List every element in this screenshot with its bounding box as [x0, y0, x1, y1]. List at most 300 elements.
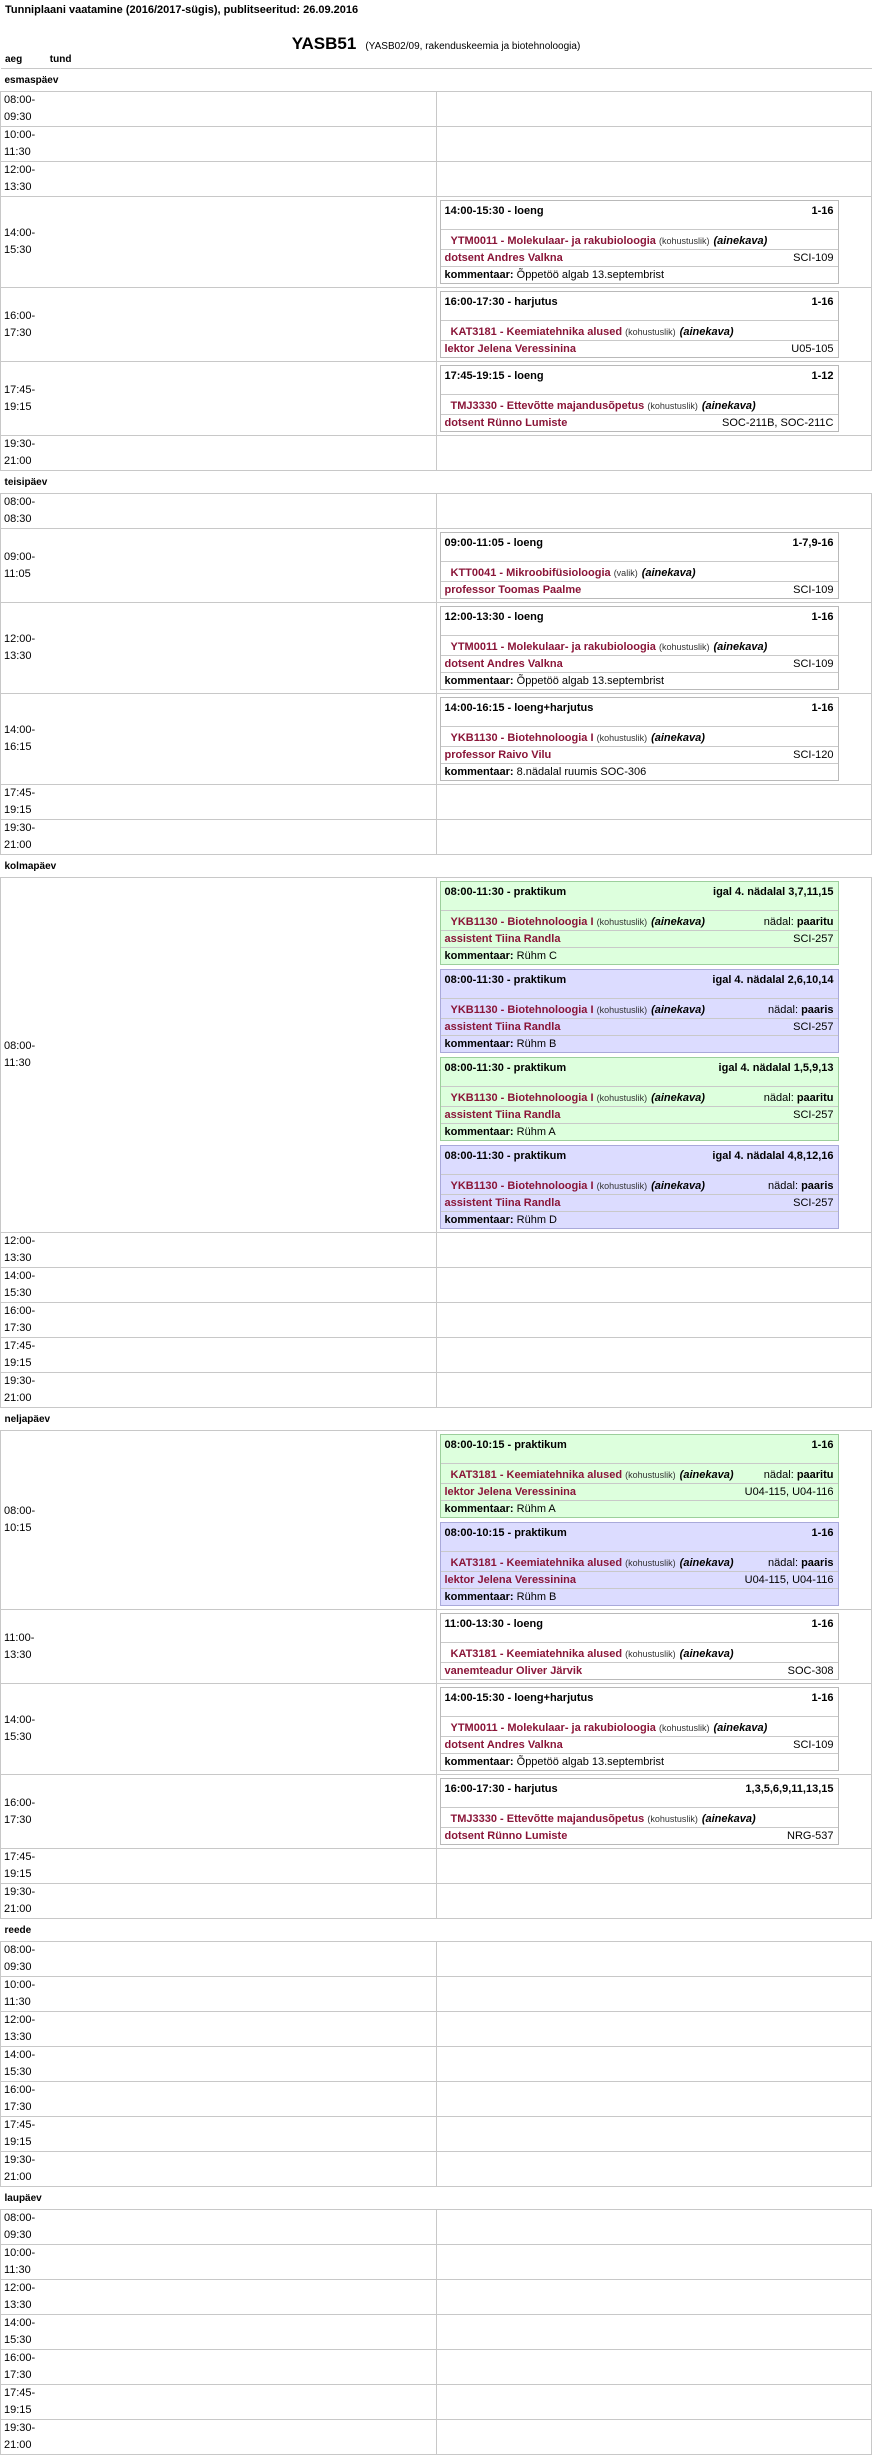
- slot-content: [436, 2245, 872, 2280]
- slot-time: 19:30- 21:00: [1, 1884, 437, 1919]
- comment-label: kommentaar:: [444, 675, 514, 687]
- lesson-card: [440, 1057, 839, 1141]
- slot-content: [436, 2047, 872, 2082]
- time-slot-row: [1, 2315, 872, 2350]
- slot-time: 17:45- 19:15: [1, 2117, 437, 2152]
- slot-content: [436, 2082, 872, 2117]
- course-name-link[interactable]: KAT3181 - Keemiatehnika alused: [450, 326, 626, 338]
- slot-time: 08:00- 08:30: [1, 494, 437, 529]
- course-name-link[interactable]: TMJ3330 - Ettevõtte majandusõpetus: [450, 400, 648, 412]
- time-slot-row: [1, 2117, 872, 2152]
- course-name-link[interactable]: YKB1130 - Biotehnoloogia I: [450, 732, 597, 744]
- lesson-course: [441, 727, 838, 747]
- lesson-course: [441, 1087, 838, 1107]
- lesson-header: [441, 970, 838, 999]
- teacher-name: assistent Tiina Randla: [444, 1197, 561, 1209]
- course-info: [451, 1722, 768, 1734]
- slot-time: 08:00- 09:30: [1, 2210, 437, 2245]
- page-header: Tunniplaani vaatamine (2016/2017-sügis), publitseeritud: 26.09.2016: [5, 4, 359, 16]
- course-type: (kohustuslik): [596, 1005, 648, 1015]
- lesson-course: [441, 230, 838, 250]
- slot-time: 19:30- 21:00: [1, 2420, 437, 2455]
- room: SCI-109: [793, 658, 834, 670]
- teacher-name: dotsent Andres Valkna: [444, 658, 563, 670]
- room: U05-105: [791, 343, 834, 355]
- day-name: neljapäev: [1, 1408, 872, 1431]
- lesson-course: [441, 1643, 838, 1663]
- time-slot-row: [1, 2245, 872, 2280]
- course-info: [451, 326, 734, 338]
- teacher-name: dotsent Andres Valkna: [444, 252, 563, 264]
- lesson-card: [440, 881, 839, 965]
- course-plan-link[interactable]: (ainekava): [701, 400, 756, 412]
- slot-time: 16:00- 17:30: [1, 288, 437, 362]
- time-slot-row: [1, 92, 872, 127]
- lesson-cards: [440, 532, 869, 599]
- slot-time: 08:00- 10:15: [1, 1431, 437, 1610]
- lesson-cards: [440, 1613, 869, 1680]
- time-slot-row: [1, 2082, 872, 2117]
- course-plan-link[interactable]: (ainekava): [651, 1092, 705, 1104]
- lesson-teacher-row: [441, 656, 838, 673]
- lesson-header: [441, 1146, 838, 1175]
- lesson-course: [441, 911, 838, 931]
- lesson-header: [441, 366, 838, 395]
- lesson-comment: [441, 764, 838, 780]
- week-parity: nädal: paaritu: [763, 1469, 834, 1481]
- lesson-cards: [440, 1434, 869, 1606]
- slot-time: 14:00- 15:30: [1, 2315, 437, 2350]
- time-slot-row: [1, 1610, 872, 1684]
- lesson-teacher-row: [441, 1107, 838, 1124]
- lesson-teacher-row: [441, 341, 838, 357]
- slot-content: [436, 362, 872, 436]
- lesson-header: [441, 882, 838, 911]
- week-parity-value: paaritu: [796, 916, 834, 928]
- room: SCI-257: [793, 933, 834, 945]
- slot-content: [436, 2280, 872, 2315]
- course-type: (kohustuslik): [647, 1814, 698, 1824]
- slot-time: 17:45- 19:15: [1, 2385, 437, 2420]
- lesson-card: [440, 1687, 839, 1771]
- time-slot-row: [1, 2152, 872, 2187]
- course-name-link[interactable]: YKB1130 - Biotehnoloogia I: [450, 1092, 597, 1104]
- lesson-time-type: 16:00-17:30 - harjutus: [444, 1783, 558, 1795]
- lesson-header: [441, 1523, 838, 1552]
- lesson-weeks: 1-16: [811, 611, 834, 623]
- lesson-header: [441, 201, 838, 230]
- slot-time: 12:00- 13:30: [1, 603, 437, 694]
- time-slot-row: [1, 2210, 872, 2245]
- course-type: (kohustuslik): [625, 1649, 676, 1659]
- lesson-weeks: 1-16: [811, 1527, 834, 1539]
- course-name-link[interactable]: KAT3181 - Keemiatehnika alused: [450, 1557, 626, 1569]
- lesson-weeks: 1,3,5,6,9,11,13,15: [745, 1783, 834, 1795]
- day-row: [1, 855, 872, 878]
- course-plan-link[interactable]: (ainekava): [679, 1557, 734, 1569]
- lesson-card: [440, 969, 839, 1053]
- day-name: esmaspäev: [1, 69, 872, 92]
- lesson-cards: [440, 606, 869, 690]
- course-plan-link[interactable]: (ainekava): [679, 326, 734, 338]
- course-plan-link[interactable]: (ainekava): [713, 1722, 768, 1734]
- lesson-card: [440, 532, 839, 599]
- lesson-header: [441, 292, 838, 321]
- teacher-name: dotsent Andres Valkna: [444, 1739, 563, 1751]
- lesson-header: [441, 607, 838, 636]
- lesson-header: [441, 1435, 838, 1464]
- comment-label: kommentaar:: [444, 1038, 514, 1050]
- lesson-course: [441, 999, 838, 1019]
- room: SCI-109: [793, 252, 834, 264]
- lesson-teacher-row: [441, 931, 838, 948]
- lesson-course: [441, 1552, 838, 1572]
- slot-time: 14:00- 15:30: [1, 2047, 437, 2082]
- slot-content: [436, 785, 872, 820]
- slot-content: [436, 603, 872, 694]
- comment-text: Õppetöö algab 13.septembrist: [513, 269, 665, 281]
- lesson-teacher-row: [441, 747, 838, 764]
- slot-time: 14:00- 16:15: [1, 694, 437, 785]
- course-type: (kohustuslik): [658, 236, 710, 246]
- slot-content: [436, 1303, 872, 1338]
- week-parity: nädal: paaris: [768, 1180, 834, 1192]
- lesson-card: [440, 606, 839, 690]
- room: NRG-537: [787, 1830, 834, 1842]
- course-plan-link[interactable]: (ainekava): [651, 1004, 705, 1016]
- course-type: (kohustuslik): [658, 1723, 710, 1733]
- lesson-time-type: 14:00-15:30 - loeng+harjutus: [444, 1692, 594, 1704]
- lesson-teacher-row: [441, 1484, 838, 1501]
- slot-content: [436, 1849, 872, 1884]
- course-info: [451, 916, 705, 928]
- lesson-time-type: 14:00-15:30 - loeng: [444, 205, 544, 217]
- slot-time: 12:00- 13:30: [1, 2012, 437, 2047]
- lesson-course: [441, 1464, 838, 1484]
- course-info: [451, 641, 768, 653]
- time-slot-row: [1, 1942, 872, 1977]
- slot-time: 10:00- 11:30: [1, 127, 437, 162]
- teacher-name: vanemteadur Oliver Järvik: [444, 1665, 583, 1677]
- teacher-name: dotsent Rünno Lumiste: [444, 417, 568, 429]
- time-slot-row: [1, 2280, 872, 2315]
- slot-time: 16:00- 17:30: [1, 1303, 437, 1338]
- time-slot-row: [1, 1373, 872, 1408]
- slot-time: 16:00- 17:30: [1, 2082, 437, 2117]
- group-description: (YASB02/09, rakenduskeemia ja biotehnoloogia): [365, 41, 581, 52]
- comment-label: kommentaar:: [444, 766, 514, 778]
- lesson-time-type: 08:00-10:15 - praktikum: [444, 1439, 567, 1451]
- week-parity-value: paaritu: [796, 1469, 834, 1481]
- lesson-teacher-row: [441, 1828, 838, 1844]
- time-slot-row: [1, 2350, 872, 2385]
- course-name-link[interactable]: YTM0011 - Molekulaar- ja rakubioloogia: [450, 1722, 659, 1734]
- room: SCI-109: [793, 1739, 834, 1751]
- comment-text: Rühm C: [513, 950, 557, 962]
- day-row: [1, 2187, 872, 2210]
- week-parity: nädal: paaris: [768, 1557, 834, 1569]
- slot-time: 11:00- 13:30: [1, 1610, 437, 1684]
- course-info: [451, 1469, 734, 1481]
- time-slot-row: [1, 1233, 872, 1268]
- slot-content: [436, 1775, 872, 1849]
- time-slot-row: [1, 494, 872, 529]
- group-title: [0, 34, 872, 54]
- lesson-time-type: 08:00-11:30 - praktikum: [444, 1150, 567, 1162]
- lesson-comment: [441, 1589, 838, 1605]
- comment-label: kommentaar:: [444, 1756, 514, 1768]
- time-slot-row: [1, 820, 872, 855]
- day-name: reede: [1, 1919, 872, 1942]
- course-type: (kohustuslik): [625, 1470, 676, 1480]
- comment-label: kommentaar:: [444, 1214, 514, 1226]
- lesson-cards: [440, 291, 869, 358]
- slot-content: [436, 2210, 872, 2245]
- slot-time: 10:00- 11:30: [1, 1977, 437, 2012]
- comment-text: Rühm B: [513, 1038, 557, 1050]
- course-type: (kohustuslik): [647, 401, 698, 411]
- teacher-name: dotsent Rünno Lumiste: [444, 1830, 568, 1842]
- slot-content: [436, 1942, 872, 1977]
- teacher-name: professor Raivo Vilu: [444, 749, 552, 761]
- course-info: [451, 1557, 734, 1569]
- slot-content: [436, 92, 872, 127]
- comment-text: Rühm A: [513, 1126, 556, 1138]
- course-plan-link[interactable]: (ainekava): [679, 1648, 734, 1660]
- lesson-comment: [441, 1124, 838, 1140]
- slot-time: 19:30- 21:00: [1, 1373, 437, 1408]
- lesson-card: [440, 291, 839, 358]
- teacher-name: professor Toomas Paalme: [444, 584, 582, 596]
- lesson-time-type: 08:00-10:15 - praktikum: [444, 1527, 567, 1539]
- course-info: [451, 1092, 705, 1104]
- lesson-course: [441, 1175, 838, 1195]
- lesson-cards: [440, 365, 869, 432]
- lesson-time-type: 14:00-16:15 - loeng+harjutus: [444, 702, 594, 714]
- comment-label: kommentaar:: [444, 1591, 514, 1603]
- course-name-link[interactable]: YKB1130 - Biotehnoloogia I: [450, 916, 597, 928]
- lesson-comment: [441, 673, 838, 689]
- slot-time: 17:45- 19:15: [1, 362, 437, 436]
- course-type: (kohustuslik): [625, 327, 676, 337]
- time-slot-row: [1, 1338, 872, 1373]
- slot-content: [436, 162, 872, 197]
- slot-time: 19:30- 21:00: [1, 436, 437, 471]
- slot-time: 17:45- 19:15: [1, 1849, 437, 1884]
- slot-content: [436, 2315, 872, 2350]
- lesson-time-type: 16:00-17:30 - harjutus: [444, 296, 558, 308]
- slot-content: [436, 529, 872, 603]
- slot-time: 08:00- 11:30: [1, 878, 437, 1233]
- lesson-card: [440, 1522, 839, 1606]
- course-type: (kohustuslik): [596, 1093, 648, 1103]
- course-name-link[interactable]: KTT0041 - Mikroobifüsioloogia: [450, 567, 614, 579]
- lesson-time-type: 11:00-13:30 - loeng: [444, 1618, 543, 1630]
- time-slot-row: [1, 603, 872, 694]
- time-slot-row: [1, 1431, 872, 1610]
- course-name-link[interactable]: YTM0011 - Molekulaar- ja rakubioloogia: [450, 641, 659, 653]
- lesson-comment: [441, 1501, 838, 1517]
- lesson-weeks: 1-16: [811, 1692, 834, 1704]
- comment-label: kommentaar:: [444, 1126, 514, 1138]
- week-parity-value: paaritu: [796, 1092, 834, 1104]
- lesson-card: [440, 1778, 839, 1845]
- room: SCI-257: [793, 1021, 834, 1033]
- slot-content: [436, 2385, 872, 2420]
- course-plan-link[interactable]: (ainekava): [641, 567, 696, 579]
- teacher-name: assistent Tiina Randla: [444, 1021, 561, 1033]
- slot-content: [436, 1338, 872, 1373]
- teacher-name: lektor Jelena Veressinina: [444, 1486, 576, 1498]
- lesson-teacher-row: [441, 1572, 838, 1589]
- column-header-aeg: aeg: [5, 54, 23, 65]
- lesson-card: [440, 1434, 839, 1518]
- slot-content: [436, 1233, 872, 1268]
- teacher-name: lektor Jelena Veressinina: [444, 1574, 576, 1586]
- comment-text: Rühm D: [513, 1214, 557, 1226]
- course-plan-link[interactable]: (ainekava): [651, 1180, 705, 1192]
- week-parity: nädal: paaritu: [763, 916, 834, 928]
- course-name-link[interactable]: TMJ3330 - Ettevõtte majandusõpetus: [450, 1813, 648, 1825]
- slot-content: [436, 2012, 872, 2047]
- lesson-header: [441, 1058, 838, 1087]
- lesson-teacher-row: [441, 1019, 838, 1036]
- day-row: [1, 1408, 872, 1431]
- slot-content: [436, 878, 872, 1233]
- course-plan-link[interactable]: (ainekava): [651, 916, 705, 928]
- time-slot-row: [1, 288, 872, 362]
- lesson-comment: [441, 1036, 838, 1052]
- course-name-link[interactable]: KAT3181 - Keemiatehnika alused: [450, 1648, 626, 1660]
- slot-time: 17:45- 19:15: [1, 785, 437, 820]
- course-plan-link[interactable]: (ainekava): [679, 1469, 734, 1481]
- time-slot-row: [1, 1684, 872, 1775]
- column-header: [0, 54, 872, 68]
- day-row: [1, 471, 872, 494]
- comment-text: Rühm A: [513, 1503, 556, 1515]
- time-slot-row: [1, 694, 872, 785]
- week-parity: nädal: paaritu: [763, 1092, 834, 1104]
- lesson-header: [441, 698, 838, 727]
- time-slot-row: [1, 1884, 872, 1919]
- lesson-course: [441, 636, 838, 656]
- course-info: [451, 567, 696, 579]
- lesson-teacher-row: [441, 1737, 838, 1754]
- slot-content: [436, 820, 872, 855]
- lesson-weeks: 1-16: [811, 296, 834, 308]
- lesson-course: [441, 562, 838, 582]
- slot-time: 12:00- 13:30: [1, 2280, 437, 2315]
- course-type: (valik): [613, 568, 638, 578]
- course-plan-link[interactable]: (ainekava): [701, 1813, 756, 1825]
- time-slot-row: [1, 436, 872, 471]
- room: SCI-120: [793, 749, 834, 761]
- lesson-weeks: 1-16: [811, 205, 834, 217]
- comment-text: 8.nädalal ruumis SOC-306: [513, 766, 647, 778]
- day-row: [1, 69, 872, 92]
- day-name: teisipäev: [1, 471, 872, 494]
- slot-time: 08:00- 09:30: [1, 1942, 437, 1977]
- slot-time: 10:00- 11:30: [1, 2245, 437, 2280]
- course-name-link[interactable]: YKB1130 - Biotehnoloogia I: [450, 1180, 597, 1192]
- slot-time: 09:00- 11:05: [1, 529, 437, 603]
- time-slot-row: [1, 127, 872, 162]
- comment-text: Õppetöö algab 13.septembrist: [513, 675, 665, 687]
- lesson-card: [440, 200, 839, 284]
- slot-time: 14:00- 15:30: [1, 1684, 437, 1775]
- lesson-card: [440, 1613, 839, 1680]
- room: SCI-109: [793, 584, 834, 596]
- slot-content: [436, 1610, 872, 1684]
- lesson-weeks: igal 4. nädalal 2,6,10,14: [712, 974, 834, 986]
- slot-content: [436, 1684, 872, 1775]
- week-parity-value: paaris: [801, 1557, 834, 1569]
- lesson-weeks: 1-16: [811, 702, 834, 714]
- slot-content: [436, 127, 872, 162]
- course-info: [451, 732, 705, 744]
- time-slot-row: [1, 1268, 872, 1303]
- lesson-time-type: 17:45-19:15 - loeng: [444, 370, 544, 382]
- lesson-weeks: igal 4. nädalal 3,7,11,15: [713, 886, 834, 898]
- lesson-weeks: 1-12: [811, 370, 834, 382]
- course-type: (kohustuslik): [596, 1181, 648, 1191]
- teacher-name: assistent Tiina Randla: [444, 1109, 561, 1121]
- course-name-link[interactable]: YKB1130 - Biotehnoloogia I: [450, 1004, 597, 1016]
- slot-content: [436, 494, 872, 529]
- slot-content: [436, 2420, 872, 2455]
- course-info: [451, 1813, 756, 1825]
- time-slot-row: [1, 1775, 872, 1849]
- comment-text: Rühm B: [513, 1591, 557, 1603]
- slot-time: 16:00- 17:30: [1, 1775, 437, 1849]
- lesson-comment: [441, 948, 838, 964]
- lesson-teacher-row: [441, 1195, 838, 1212]
- room: SCI-257: [793, 1197, 834, 1209]
- lesson-weeks: igal 4. nädalal 1,5,9,13: [718, 1062, 834, 1074]
- slot-time: 14:00- 15:30: [1, 197, 437, 288]
- column-header-tund: tund: [49, 54, 72, 65]
- slot-content: [436, 2152, 872, 2187]
- week-parity-value: paaris: [801, 1180, 834, 1192]
- lesson-weeks: 1-16: [811, 1439, 834, 1451]
- slot-content: [436, 197, 872, 288]
- time-slot-row: [1, 878, 872, 1233]
- lesson-cards: [440, 1687, 869, 1771]
- lesson-weeks: igal 4. nädalal 4,8,12,16: [712, 1150, 834, 1162]
- time-slot-row: [1, 2420, 872, 2455]
- course-plan-link[interactable]: (ainekava): [713, 641, 768, 653]
- course-info: [451, 1180, 705, 1192]
- course-plan-link[interactable]: (ainekava): [651, 732, 705, 744]
- slot-content: [436, 1268, 872, 1303]
- slot-time: 12:00- 13:30: [1, 162, 437, 197]
- time-slot-row: [1, 197, 872, 288]
- lesson-teacher-row: [441, 1663, 838, 1679]
- course-name-link[interactable]: YTM0011 - Molekulaar- ja rakubioloogia: [450, 235, 659, 247]
- week-parity: nädal: paaris: [768, 1004, 834, 1016]
- slot-time: 12:00- 13:30: [1, 1233, 437, 1268]
- slot-content: [436, 1373, 872, 1408]
- course-name-link[interactable]: KAT3181 - Keemiatehnika alused: [450, 1469, 626, 1481]
- lesson-teacher-row: [441, 415, 838, 431]
- course-type: (kohustuslik): [658, 642, 710, 652]
- slot-content: [436, 694, 872, 785]
- course-plan-link[interactable]: (ainekava): [713, 235, 768, 247]
- course-type: (kohustuslik): [596, 733, 648, 743]
- comment-label: kommentaar:: [444, 1503, 514, 1515]
- lesson-course: [441, 1717, 838, 1737]
- time-slot-row: [1, 529, 872, 603]
